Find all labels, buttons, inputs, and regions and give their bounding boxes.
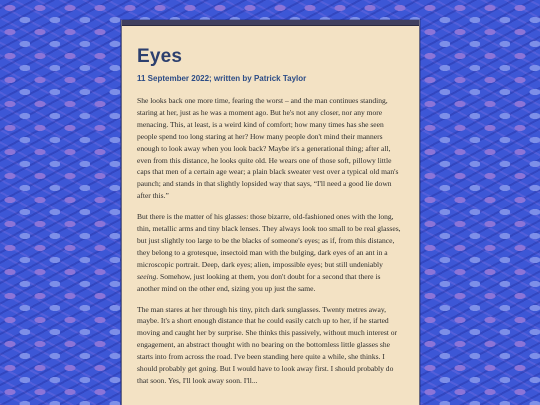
paragraph-2-text-start: But there is the matter of his glasses: those bizarre, old-fashioned ones with the long, thin, metallic arms and tiny black lenses. They always look too small to be real glasses, but just slightly too large to be the blacks of someone's eyes; as if, from this distance, they belong to a grotesque, insectoid man with the bulging, dark eyes of an ant in a microscopic portrait. Deep, dark eyes; alien, impossible eyes; but still undeniably [137,212,401,269]
paragraph-2-text-end: . Somehow, just looking at them, you don't doubt for a second that there is another mind on the other end, sizing you up just the same. [137,271,381,293]
paragraph-3: The man stares at her through his tiny, pitch dark sunglasses. Twenty metres away, maybe. It's a short enough distance that he could easily catch up to her, if he started moving and caught her by surprise. She thinks this passively, without much interest or engagement, an abstract thought with no bearing on the bottomless little glasses she starts into from across the road. I've been standing here quite a while, she thinks. I should probably get going. But I would have to look away first. I should probably do that soon. Yes, I'll look away soon. I'll... [137,304,398,385]
post-byline: 11 September 2022; written by Patrick Taylor [137,74,307,83]
article-content [122,26,419,387]
page-title: Eyes [137,46,183,67]
paragraph-2-emphasis: seeing [137,271,157,281]
paragraph-1: She looks back one more time, fearing the worst – and the man continues standing, staring at her, just as he was a moment ago. But he's not any closer, nor any more menacing. This, at least, is a weird kind of comfort; how many times has she seen people spend too long staring at her? How many people don't mind their manners enough to look away when you look back? Maybe it's a generational thing; after all, even from this distance, he looks quite old. He wears one of those soft, pillowy little caps that men of a certain age wear; a plain black sweater vest over a typical old man's paunch; and stands in that slightly lopsided way that says, “I'll need a good lie down after this.” [137,96,399,201]
paragraph-2 [137,211,404,294]
article-panel [121,20,420,405]
